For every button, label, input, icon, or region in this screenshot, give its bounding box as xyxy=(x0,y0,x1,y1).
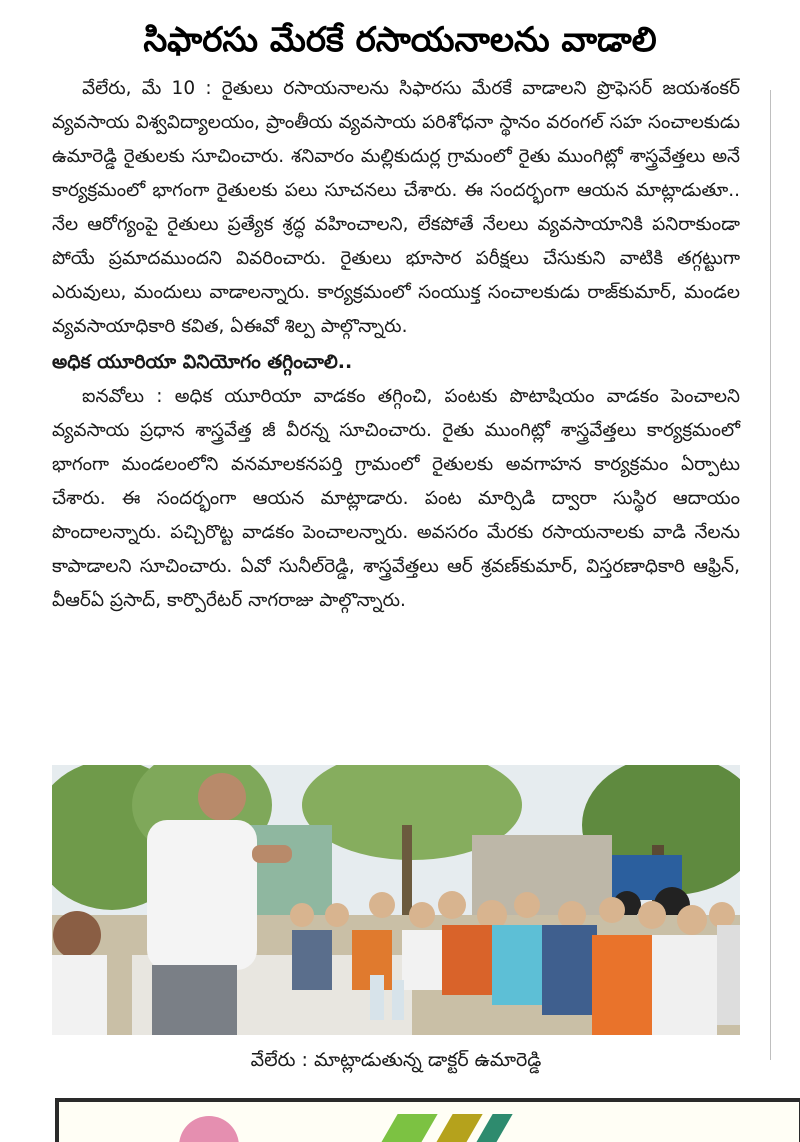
advertisement-banner xyxy=(55,1098,800,1142)
banner-stripe-green xyxy=(380,1114,437,1142)
article-paragraph-1: వేలేరు, మే 10 : రైతులు రసాయనాలను సిఫారసు మేరకే వాడాలని ప్రొఫెసర్ జయశంకర్ వ్యవసాయ విశ్వవిద్యాలయం, ప్రాంతీయ వ్యవసాయ పరిశోధనా స్థానం వరంగల్ సహ సంచాలకుడు ఉమారెడ్డి రైతులకు సూచించారు. శనివారం మల్లికుదుర్ల గ్రామంలో రైతు ముంగిట్లో శాస్త్రవేత్తలు అనే కార్యక్రమంలో భాగంగా రైతులకు పలు సూచనలు చేశారు. ఈ సందర్భంగా ఆయన మాట్లాడుతూ.. నేల ఆరోగ్యంపై రైతులు ప్రత్యేక శ్రద్ధ వహించాలని, లేకపోతే నేలలు వ్యవసాయానికి పనిరాకుండా పోయే ప్రమాదముందని వివరించారు. రైతులు భూసార పరీక్షలు చేసుకుని వాటికి తగ్గట్టుగా ఎరువులు, మందులు వాడాలన్నారు. కార్యక్రమంలో సంయుక్త సంచాలకుడు రాజ్‌కుమార్, మండల వ్యవసాయాధికారి కవిత, ఏఈవో శిల్ప పాల్గొన్నారు. xyxy=(52,78,740,337)
article-subheading: అధిక యూరియా వినియోగం తగ్గించాలి.. xyxy=(52,351,353,373)
article-body xyxy=(52,72,740,618)
headline: సిఫారసు మేరకే రసాయనాలను వాడాలి xyxy=(143,20,657,60)
banner-logo-icon xyxy=(179,1116,239,1142)
photo-caption: వేలేరు : మాట్లాడుతున్న డాక్టర్ ఉమారెడ్డి xyxy=(250,1049,542,1071)
news-photo xyxy=(52,765,740,1035)
banner-stripe-teal xyxy=(475,1114,512,1142)
banner-stripe-olive xyxy=(435,1114,482,1142)
column-divider xyxy=(770,90,771,1060)
article-paragraph-2: ఐనవోలు : అధిక యూరియా వాడకం తగ్గించి, పంటకు పొటాషియం వాడకం పెంచాలని వ్యవసాయ ప్రధాన శాస్త్రవేత్త జీ వీరన్న సూచించారు. రైతు ముంగిట్లో శాస్త్రవేత్తలు కార్యక్రమంలో భాగంగా మండలంలోని వనమాలకనపర్తి గ్రామంలో రైతులకు అవగాహన కార్యక్రమం ఏర్పాటు చేశారు. ఈ సందర్భంగా ఆయన మాట్లాడారు. పంట మార్పిడి ద్వారా సుస్థిర ఆదాయం పొందాలన్నారు. పచ్చిరొట్ట వాడకం పెంచాలన్నారు. అవసరం మేరకు రసాయనాలకు వాడి నేలను కాపాడాలని సూచించారు. ఏవో సునీల్‌రెడ్డి, శాస్త్రవేత్తలు ఆర్ శ్రవణ్‌కుమార్, విస్తరణాధికారి ఆఫ్రిన్, వీఆర్ఏ ప్రసాద్, కార్పొరేటర్ నాగరాజు పాల్గొన్నారు. xyxy=(52,386,740,611)
